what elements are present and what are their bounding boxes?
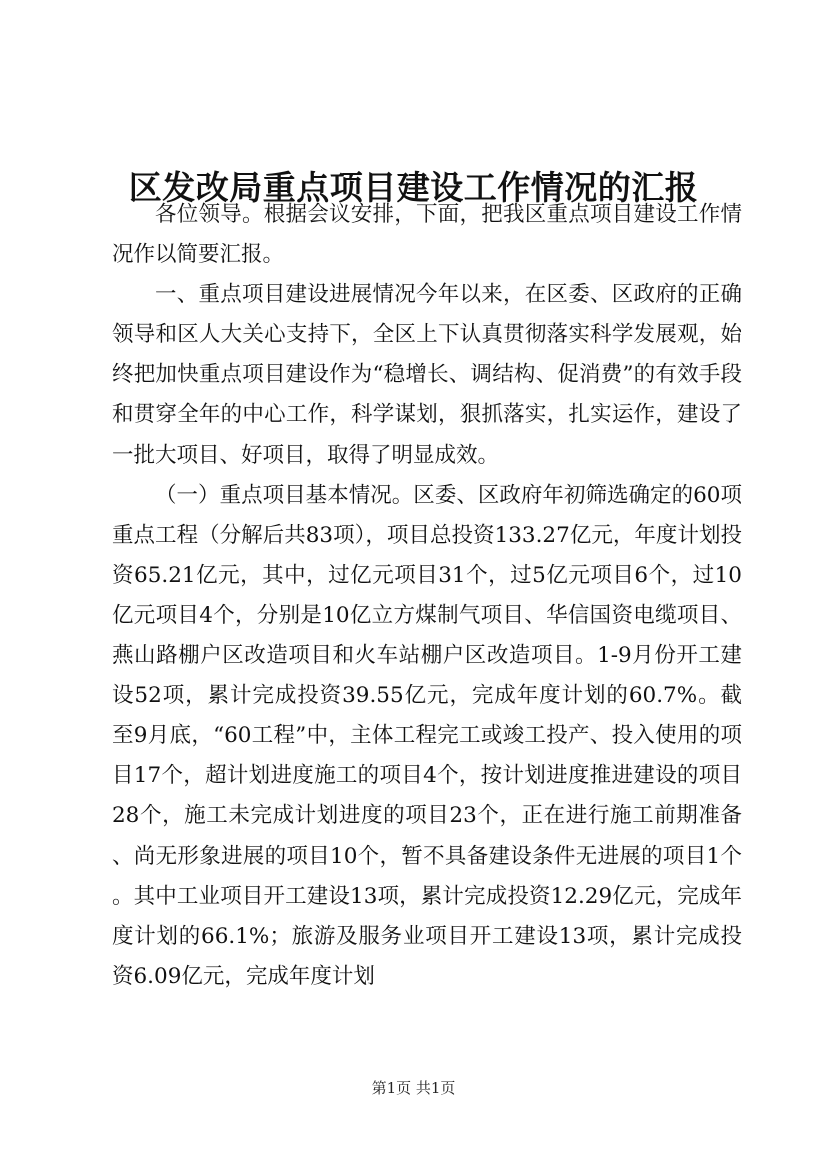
document-body (112, 195, 742, 997)
page-footer: 第1页 共1页 (371, 1079, 456, 1097)
paragraph-greeting: 各位领导。根据会议安排，下面，把我区重点项目建设工作情况作以简要汇报。 (112, 202, 742, 268)
paragraph-basic-situation: （一）重点项目基本情况。区委、区政府年初筛选确定的60项重点工程（分解后共83项），项目总投资133.27亿元，年度计划投资65.21亿元，其中，过亿元项目31个，过5亿元项目6个，过10亿元项目4个，分别是10亿立方煤制气项目、华信国资电缆项目、燕山路棚户区改造项目和火车站棚户区改造项目。1-9月份开工建设52项，累计完成投资39.55亿元，完成年度计划的60.7%。截至9月底，“60工程”中，主体工程完工或竣工投产、投入使用的项目17个，超计划进度施工的项目4个，按计划进度推进建设的项目28个，施工未完成计划进度的项目23个，正在进行施工前期准备、尚无形象进展的项目10个，暂不具备建设条件无进展的项目1个。其中工业项目开工建设13项，累计完成投资12.29亿元，完成年度计划的66.1%；旅游及服务业项目开工建设13项，累计完成投资6.09亿元，完成年度计划 (112, 482, 742, 989)
document-title: 区发改局重点项目建设工作情况的汇报 (128, 168, 699, 208)
paragraph-progress-overview: 一、重点项目建设进展情况今年以来，在区委、区政府的正确领导和区人大关心支持下，全区上下认真贯彻落实科学发展观，始终把加快重点项目建设作为“稳增长、调结构、促消费”的有效手段和贯穿全年的中心工作，科学谋划，狠抓落实，扎实运作，建设了一批大项目、好项目，取得了明显成效。 (112, 282, 742, 468)
